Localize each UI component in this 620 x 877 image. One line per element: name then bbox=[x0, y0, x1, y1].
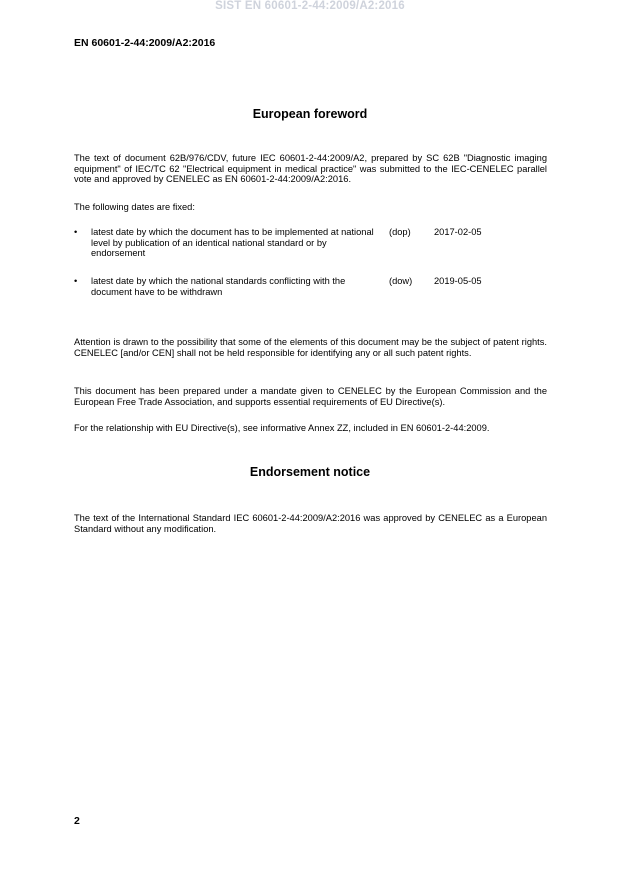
endorsement-heading: Endorsement notice bbox=[249, 465, 371, 479]
bullet-icon: • bbox=[74, 227, 78, 237]
watermark: SIST EN 60601-2-44:2009/A2:2016 bbox=[215, 0, 405, 12]
page-number: 2 bbox=[74, 815, 80, 827]
date-description: latest date by which the document has to be implemented at national level by publication of an identical national standard or by endorsement bbox=[91, 227, 374, 259]
endorsement-paragraph: The text of the International Standard IEC 60601-2-44:2009/A2:2016 was approved by CENELEC as a European Standard without any modification. bbox=[74, 513, 547, 534]
document-header: EN 60601-2-44:2009/A2:2016 bbox=[74, 37, 216, 49]
patent-paragraph: Attention is drawn to the possibility that some of the elements of this document may be the subject of patent rights. CENELEC [and/or CEN] shall not be held responsible for identifying any or all such patent rights. bbox=[74, 337, 547, 358]
dates-intro: The following dates are fixed: bbox=[74, 202, 195, 212]
date-code: (dop) bbox=[389, 227, 411, 237]
foreword-heading: European foreword bbox=[252, 107, 368, 121]
annex-paragraph: For the relationship with EU Directive(s), see informative Annex ZZ, included in EN 60601-2-44:2009. bbox=[74, 423, 490, 433]
date-code: (dow) bbox=[389, 276, 413, 286]
date-value: 2017-02-05 bbox=[434, 227, 482, 237]
date-description: latest date by which the national standards conflicting with the document have to be withdrawn bbox=[91, 276, 346, 297]
mandate-paragraph: This document has been prepared under a mandate given to CENELEC by the European Commission and the European Free Trade Association, and supports essential requirements of EU Directive(s). bbox=[74, 386, 547, 407]
date-value: 2019-05-05 bbox=[434, 276, 482, 286]
foreword-intro-paragraph: The text of document 62B/976/CDV, future IEC 60601-2-44:2009/A2, prepared by SC 62B "Diagnostic imaging equipment" of IEC/TC 62 "Electrical equipment in medical practice" was submitted to the IEC-CENELEC parallel vote and approved by CENELEC as EN 60601-2-44:2009/A2:2016. bbox=[74, 153, 547, 185]
bullet-icon: • bbox=[74, 276, 78, 286]
